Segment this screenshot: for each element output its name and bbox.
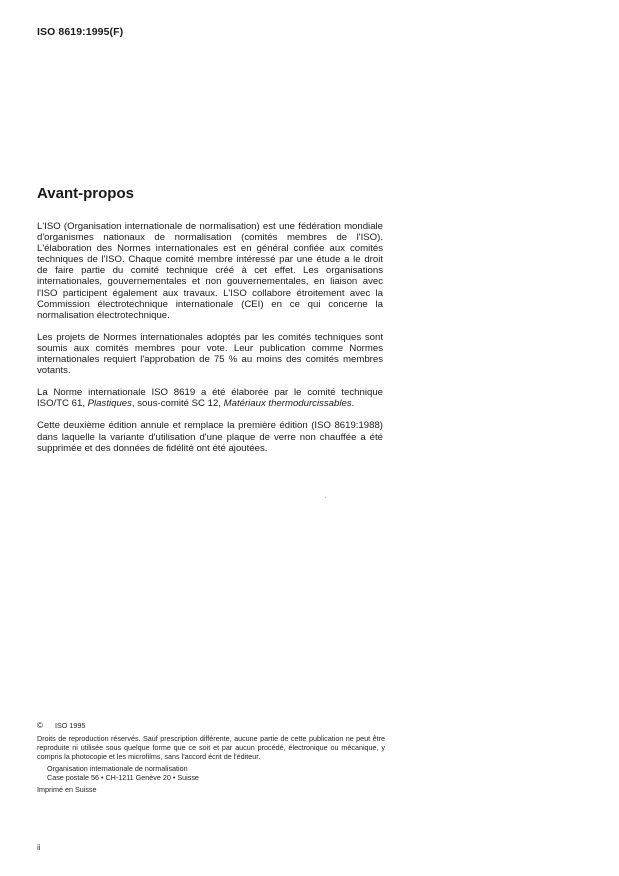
printed-in: Imprimé en Suisse	[37, 785, 97, 794]
paragraph-iso-overview: L'ISO (Organisation internationale de normalisation) est une fédération mondiale d'organismes nationaux de normalisation (comités membres de l'ISO). L'élaboration des Normes internationales est en général confiée aux comités techniques de l'ISO. Chaque comité membre intéressé par une étude a le droit de faire partie du comité technique créé à cet effet. Les organisations internationales, gouvernementales et non gouvernementales, en liaison avec l'ISO participent également aux travaux. L'ISO collabore étroitement avec la Commission électrotechnique internationale (CEI) en ce qui concerne la normalisation électrotechnique.	[37, 221, 383, 321]
committee-text-3: .	[351, 398, 355, 410]
postal-address: Case postale 56 • CH-1211 Genève 20 • Suisse	[47, 773, 199, 782]
committee-text-2: , sous-comité SC 12,	[131, 398, 224, 410]
paragraph-voting: Les projets de Normes internationales adoptés par les comités techniques sont soumis aux comités membres pour vote. Leur publication comme Normes internationales requiert l'approbation de 75 % au moins des comités membres votants.	[37, 331, 383, 377]
subcommittee-name: Matériaux thermodurcissables	[223, 398, 352, 410]
copyright-line	[37, 721, 385, 730]
scan-speck	[325, 497, 326, 498]
publisher-name: Organisation internationale de normalisation	[47, 764, 188, 773]
copyright-symbol: ©	[37, 721, 43, 730]
publisher-address	[37, 764, 385, 782]
copyright-notice: ISO 1995	[55, 721, 86, 730]
standard-header: ISO 8619:1995(F)	[37, 26, 124, 38]
copyright-block	[37, 721, 385, 794]
paragraph-edition: Cette deuxième édition annule et remplace la première édition (ISO 8619:1988) dans laquelle la variante d'utilisation d'une plaque de verre non chauffée a été supprimée et des données de fidélité ont été ajoutées.	[37, 420, 383, 454]
page-number: ii	[37, 843, 41, 852]
paragraph-committee	[37, 387, 383, 409]
committee-name: Plastiques	[87, 398, 132, 410]
foreword-body	[37, 221, 383, 465]
committee-text-1: La Norme internationale ISO 8619 a été élaborée par le comité technique ISO/TC 61,	[37, 387, 383, 410]
section-title: Avant-propos	[37, 185, 134, 202]
rights-statement: Droits de reproduction réservés. Sauf prescription différente, aucune partie de cette publication ne peut être reproduite ni utilisée sous quelque forme que ce soit et par aucun procédé, électronique ou mécanique, y compris la photocopie et les microfilms, sans l'accord écrit de l'éditeur.	[37, 734, 385, 761]
